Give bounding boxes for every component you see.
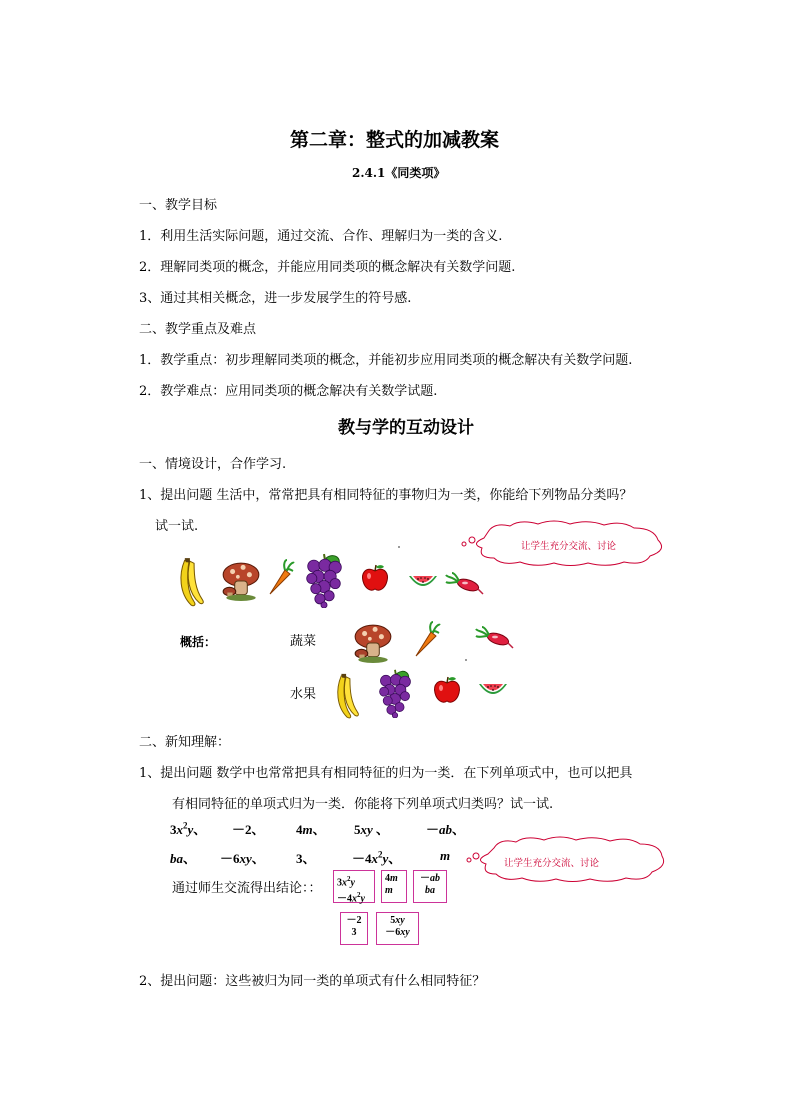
goal-item-2: 2．理解同类项的概念，并能应用同类项的概念解决有关数学问题. bbox=[139, 260, 516, 275]
vegetable-radish-icon bbox=[474, 626, 514, 650]
part1-heading: 一、情境设计，合作学习. bbox=[139, 457, 287, 472]
monomial-neg6xy: －6xy、 bbox=[220, 851, 265, 866]
monomial-neg2: －2、 bbox=[232, 822, 265, 837]
goal-item-1: 1．利用生活实际问题，通过交流、合作、理解归为一类的含义. bbox=[139, 229, 503, 244]
vegetable-mushroom-icon bbox=[352, 622, 394, 664]
part2-heading: 二、新知理解： bbox=[139, 735, 231, 750]
monomial-4m: 4m、 bbox=[296, 822, 326, 837]
group-box-constants: －2 3 bbox=[340, 912, 368, 945]
watermelon-icon bbox=[408, 572, 438, 592]
banana-icon bbox=[176, 556, 208, 608]
fruit-grapes-icon bbox=[375, 668, 415, 718]
monomial-3: 3、 bbox=[296, 851, 316, 866]
vegetable-carrot-icon bbox=[410, 620, 442, 660]
carrot-icon bbox=[264, 558, 296, 598]
group-box-xy: 5xy －6xy bbox=[376, 912, 419, 945]
part2-question-2: 2、提出问题：这些被归为同一类的单项式有什么相同特征？ bbox=[139, 974, 486, 989]
fruit-label: 水果 bbox=[290, 687, 317, 702]
monomial-m: m bbox=[440, 848, 451, 863]
group-box-m: 4m m bbox=[381, 870, 407, 903]
summary-label: 概括： bbox=[180, 635, 217, 649]
stray-dot-2 bbox=[465, 659, 467, 661]
cloud-text-1: 让学生充分交流、讨论 bbox=[521, 541, 617, 552]
stray-dot bbox=[398, 546, 400, 548]
monomial-3x2y: $3x^2y$、 bbox=[170, 820, 207, 837]
grapes-icon bbox=[302, 552, 346, 608]
fruit-watermelon-icon bbox=[478, 680, 508, 700]
group-box-ab: －ab ba bbox=[413, 870, 447, 903]
section-heading-goals: 一、教学目标 bbox=[139, 198, 218, 213]
conclusion-label: 通过师生交流得出结论：： bbox=[172, 881, 322, 896]
part1-question-line1: 1、提出问题 生活中，常常把具有相同特征的事物归为一类，你能给下列物品分类吗？ bbox=[139, 488, 633, 503]
apple-icon bbox=[360, 563, 390, 593]
goal-item-3: 3、通过其相关概念，进一步发展学生的符号感. bbox=[139, 291, 412, 306]
radish-icon bbox=[444, 572, 484, 596]
fruit-banana-icon bbox=[332, 672, 364, 720]
vegetable-label: 蔬菜 bbox=[290, 634, 317, 649]
monomial-neg-ab: －ab、 bbox=[426, 822, 466, 837]
part2-question-line1: 1、提出问题 数学中也常常把具有相同特征的归为一类．在下列单项式中，也可以把具 bbox=[139, 766, 633, 781]
cloud-text-2: 让学生充分交流、讨论 bbox=[504, 858, 600, 869]
key-point-item-2: 2．教学难点：应用同类项的概念解决有关数学试题. bbox=[139, 384, 438, 399]
part1-question-line2: 试一试. bbox=[155, 519, 199, 534]
fruit-apple-icon bbox=[432, 675, 462, 705]
mushroom-icon bbox=[220, 560, 262, 602]
group-box-x2y: $3x^2y$ $-4x^2y$ bbox=[333, 870, 375, 903]
key-point-item-1: 1．教学重点：初步理解同类项的概念，并能初步应用同类项的概念解决有关数学问题. bbox=[139, 353, 633, 368]
part2-question-line2: 有相同特征的单项式归为一类．你能将下列单项式归类吗？试一试. bbox=[172, 797, 554, 812]
monomial-ba: ba、 bbox=[170, 851, 197, 866]
design-title: 教与学的互动设计 bbox=[338, 418, 474, 438]
section-heading-key-points: 二、教学重点及难点 bbox=[139, 322, 257, 337]
page-title: 第二章：整式的加减教案 bbox=[290, 129, 500, 151]
monomial-neg4x2y: $-4x^2y$、 bbox=[352, 849, 402, 866]
page-subtitle: 2.4.1《同类项》 bbox=[352, 166, 446, 180]
monomial-5xy: 5xy 、 bbox=[354, 822, 390, 837]
